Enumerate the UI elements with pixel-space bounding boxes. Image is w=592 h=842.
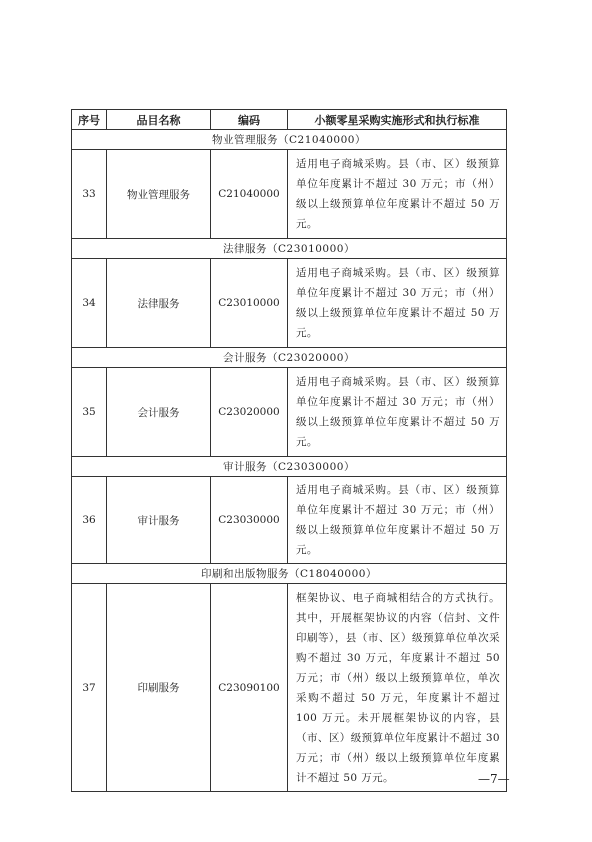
category-row [72,239,507,259]
table-row [72,259,507,348]
row-code: C23010000 [211,259,288,348]
row-item-name: 会计服务 [107,368,211,457]
row-standard: 适用电子商城采购。县（市、区）级预算单位年度累计不超过 30 万元；市（州）级以上级预算单位年度累计不超过 50 万元。 [288,477,507,564]
row-seq: 34 [72,259,107,348]
header-code: 编码 [211,110,288,130]
row-seq: 33 [72,150,107,239]
category-label: 印刷和出版物服务（C18040000） [72,564,507,584]
category-label: 法律服务（C23010000） [72,239,507,259]
category-row [72,130,507,150]
row-item-name: 物业管理服务 [107,150,211,239]
table-row [72,584,507,792]
category-row [72,457,507,477]
procurement-standards-table [71,109,507,792]
category-label: 审计服务（C23030000） [72,457,507,477]
header-standard: 小额零星采购实施形式和执行标准 [288,110,507,130]
row-standard: 适用电子商城采购。县（市、区）级预算单位年度累计不超过 30 万元；市（州）级以上级预算单位年度累计不超过 50 万元。 [288,368,507,457]
table-row [72,477,507,564]
header-seq: 序号 [72,110,107,130]
row-item-name: 印刷服务 [107,584,211,792]
category-label: 会计服务（C23020000） [72,348,507,368]
table-row [72,368,507,457]
row-seq: 37 [72,584,107,792]
row-item-name: 法律服务 [107,259,211,348]
row-seq: 35 [72,368,107,457]
category-row [72,564,507,584]
row-standard: 框架协议、电子商城相结合的方式执行。其中，开展框架协议的内容（信封、文件印刷等），县（市、区）级预算单位单次采购不超过 30 万元，年度累计不超过 50 万元；市（州）级以上级预算单位，单次采购不超过 50 万元，年度累计不超过 100 万元。未开展框架协议的内容，县（市、区）级预算单位年度累计不超过 30 万元；市（州）级以上级预算单位年度累计不超过 50 万元。 [288,584,507,792]
row-item-name: 审计服务 [107,477,211,564]
row-standard: 适用电子商城采购。县（市、区）级预算单位年度累计不超过 30 万元；市（州）级以上级预算单位年度累计不超过 50 万元。 [288,259,507,348]
category-label: 物业管理服务（C21040000） [72,130,507,150]
page-number: —7— [478,772,510,786]
header-item-name: 品目名称 [107,110,211,130]
row-standard: 适用电子商城采购。县（市、区）级预算单位年度累计不超过 30 万元；市（州）级以上级预算单位年度累计不超过 50 万元。 [288,150,507,239]
table-row [72,150,507,239]
row-seq: 36 [72,477,107,564]
category-row [72,348,507,368]
row-code: C23020000 [211,368,288,457]
row-code: C23090100 [211,584,288,792]
row-code: C23030000 [211,477,288,564]
table-header-row [72,110,507,130]
row-code: C21040000 [211,150,288,239]
